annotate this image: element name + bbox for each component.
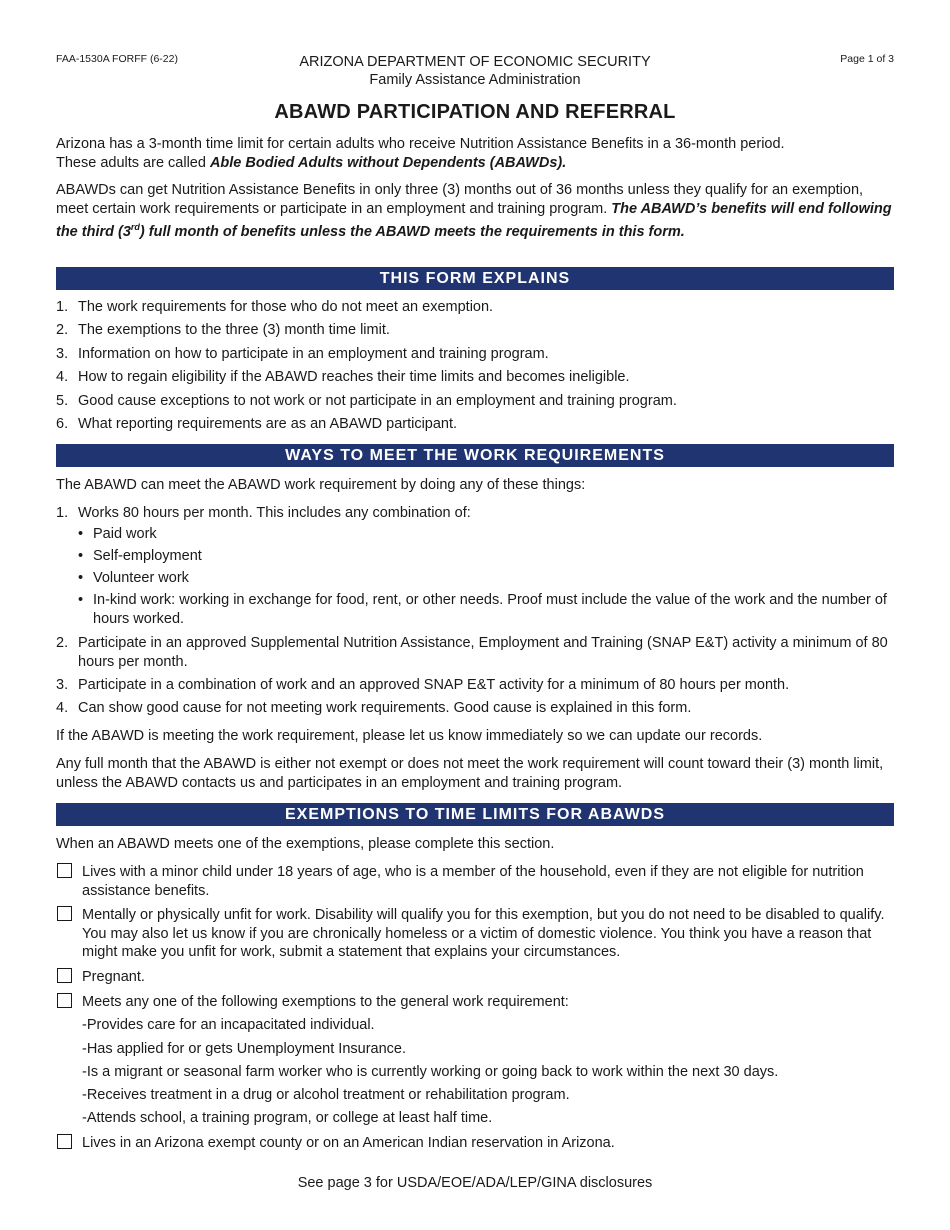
list-item: 2. Participate in an approved Supplemental Nutrition Assistance, Employment and Training (SNAP E&T) activity a minimum of 80 hours per month. — [56, 635, 888, 670]
page-number: Page 1 of 3 — [840, 53, 894, 65]
list-item: 3. Participate in a combination of work and an approved SNAP E&T activity for a minimum of 80 hours per month. — [56, 677, 790, 693]
sub-exemption: -Has applied for or gets Unemployment Insurance. — [82, 1041, 406, 1057]
footer-disclosures: See page 3 for USDA/EOE/ADA/LEP/GINA disclosures — [297, 1175, 653, 1191]
intro-line-1: Arizona has a 3-month time limit for certain adults who receive Nutrition Assistance Benefits in a 36-month period. — [56, 136, 785, 152]
work-requirements-intro: The ABAWD can meet the ABAWD work requirement by doing any of these things: — [56, 477, 586, 493]
bullet-item: • Self-employment — [78, 548, 202, 564]
list-item: 3. Information on how to participate in an employment and training program. — [56, 346, 549, 362]
exemption-general-checkbox[interactable] — [57, 993, 72, 1008]
sub-exemption: -Receives treatment in a drug or alcohol treatment or rehabilitation program. — [82, 1087, 570, 1103]
section-banner-work-requirements: WAYS TO MEET THE WORK REQUIREMENTS — [56, 444, 894, 467]
page-title: ABAWD PARTICIPATION AND REFERRAL — [274, 101, 676, 123]
exemption-minor-child-checkbox[interactable] — [57, 863, 72, 878]
sub-exemption: -Attends school, a training program, or college at least half time. — [82, 1110, 493, 1126]
section-banner-form-explains: THIS FORM EXPLAINS — [56, 267, 894, 290]
list-item: 6. What reporting requirements are as an ABAWD participant. — [56, 416, 458, 432]
list-item: 1. Works 80 hours per month. This includes any combination of: — [56, 505, 471, 521]
note-update-records: If the ABAWD is meeting the work requirement, please let us know immediately so we can update our records. — [56, 728, 763, 744]
exemption-option-minor-child: Lives with a minor child under 18 years of age, who is a member of the household, even if they are not eligible for nutrition assistance benefits. — [56, 863, 896, 900]
division-name: Family Assistance Administration — [369, 72, 581, 88]
bullet-item: • Paid work — [78, 526, 157, 542]
exemptions-intro: When an ABAWD meets one of the exemptions, please complete this section. — [56, 836, 555, 852]
exemption-option-unfit-for-work: Mentally or physically unfit for work. Disability will qualify you for this exemption, but you do not need to be disabled to qualify. You may also let us know if you are chronically homeless or a victim of domestic violence. You think you have a reason that might make you unfit for work, submit a statement that explains your circumstances. — [56, 906, 896, 962]
exemption-option-general: Meets any one of the following exemptions to the general work requirement: — [56, 993, 896, 1012]
exemption-option-exempt-county: Lives in an Arizona exempt county or on an American Indian reservation in Arizona. — [56, 1134, 896, 1153]
intro-paragraph-2: ABAWDs can get Nutrition Assistance Benefits in only three (3) months out of 36 months unless they qualify for an exemption, meet certain work requirements or participate in an employment and training program. The ABAWD’s benefits will end following the third (3rd) full month of benefits unless the ABAWD meets the requirements in this form. — [56, 182, 892, 240]
sub-exemption: -Provides care for an incapacitated individual. — [82, 1017, 375, 1033]
note-time-limit: Any full month that the ABAWD is either not exempt or does not meet the work requirement will count toward their (3) month limit, unless the ABAWD contacts us and participates in an employment and training program. — [56, 756, 884, 791]
exemption-unfit-checkbox[interactable] — [57, 906, 72, 921]
section-banner-exemptions: EXEMPTIONS TO TIME LIMITS FOR ABAWDS — [56, 803, 894, 826]
exemption-option-pregnant: Pregnant. — [56, 968, 896, 987]
agency-name: ARIZONA DEPARTMENT OF ECONOMIC SECURITY — [299, 54, 651, 70]
sub-exemption: -Is a migrant or seasonal farm worker who is currently working or going back to work within the next 30 days. — [82, 1064, 779, 1080]
list-item: 4. How to regain eligibility if the ABAWD reaches their time limits and becomes ineligible. — [56, 369, 630, 385]
list-item: 4. Can show good cause for not meeting work requirements. Good cause is explained in this form. — [56, 700, 692, 716]
bullet-item: • Volunteer work — [78, 570, 189, 586]
intro-line-2: These adults are called Able Bodied Adults without Dependents (ABAWDs). — [56, 154, 567, 171]
list-item: 1. The work requirements for those who do not meet an exemption. — [56, 299, 494, 315]
bullet-item: • In-kind work: working in exchange for food, rent, or other needs. Proof must include the value of the work and the number of hours worked. — [78, 592, 887, 627]
list-item: 5. Good cause exceptions to not work or not participate in an employment and training program. — [56, 393, 677, 409]
list-item: 2. The exemptions to the three (3) month time limit. — [56, 322, 390, 338]
intro-paragraph-1 — [56, 135, 896, 172]
form-id: FAA-1530A FORFF (6-22) — [56, 53, 178, 65]
exemption-pregnant-checkbox[interactable] — [57, 968, 72, 983]
exemption-county-checkbox[interactable] — [57, 1134, 72, 1149]
